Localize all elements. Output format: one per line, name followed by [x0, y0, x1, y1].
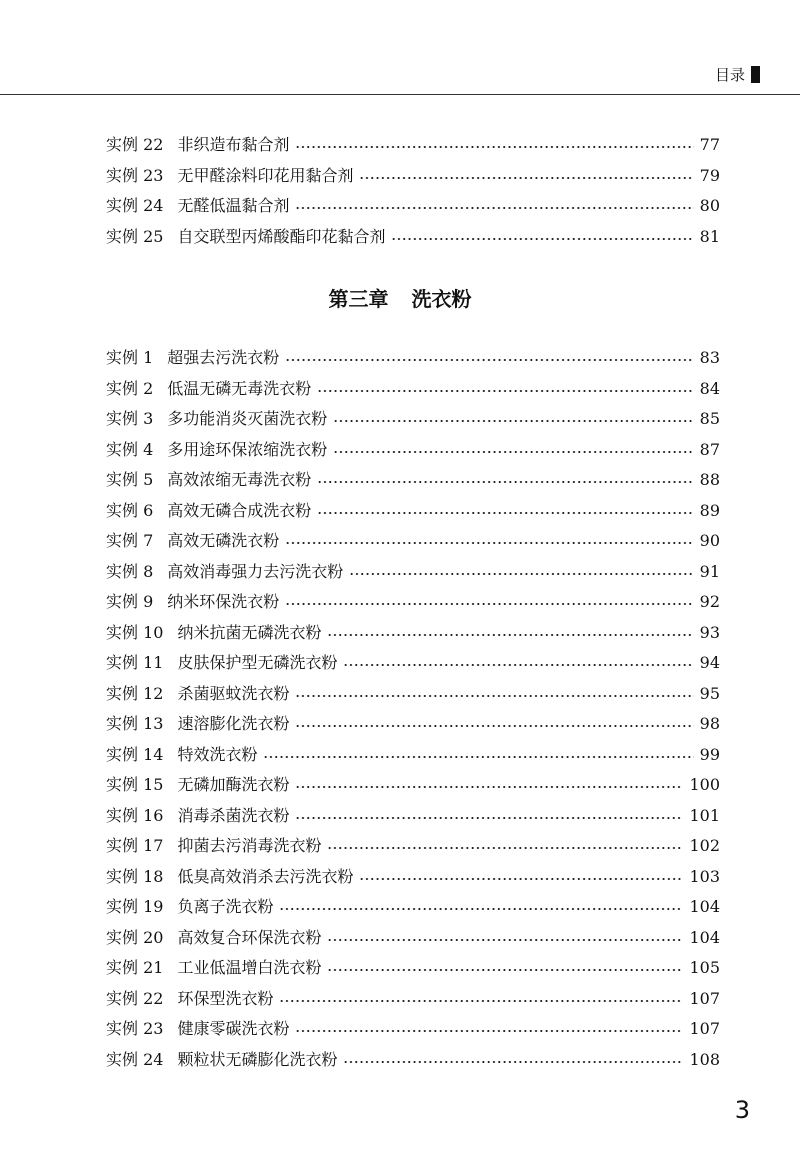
toc-leader-dots	[295, 1014, 683, 1044]
toc-entry	[106, 862, 720, 892]
toc-entry-title: 无磷加酶洗衣粉	[177, 775, 290, 794]
toc-entry-title: 自交联型丙烯酸酯印花黏合剂	[177, 226, 386, 246]
toc-entry-label: 实例 24	[106, 1049, 164, 1069]
toc-entry-page: 93	[699, 622, 720, 642]
toc-leader-dots	[327, 831, 683, 861]
toc-entry-label: 实例 10	[106, 622, 164, 642]
toc-leader-dots	[349, 557, 693, 587]
toc-entry-title: 工业低温增白洗衣粉	[177, 958, 322, 977]
toc-entry	[106, 801, 720, 831]
toc-entry	[106, 648, 720, 678]
toc-entry	[106, 1014, 720, 1044]
toc-entry-title: 纳米抗菌无磷洗衣粉	[177, 622, 322, 642]
toc-entry-page: 90	[699, 531, 720, 550]
toc-entry	[106, 770, 720, 800]
toc-entry-label: 实例 25	[106, 226, 164, 246]
toc-entry-title: 非织造布黏合剂	[177, 135, 290, 154]
toc-leader-dots	[279, 892, 683, 922]
toc-entry-page: 88	[699, 470, 720, 489]
toc-entry	[106, 526, 720, 556]
toc-entry	[106, 404, 720, 434]
toc-entry-title: 抑菌去污消毒洗衣粉	[177, 836, 322, 855]
toc-entry-page: 107	[689, 988, 720, 1008]
toc-entry-title: 高效消毒强力去污洗衣粉	[167, 561, 344, 581]
toc-entry	[106, 374, 720, 404]
toc-entry-title: 高效浓缩无毒洗衣粉	[167, 470, 312, 489]
toc-leader-dots	[295, 801, 683, 831]
toc-leader-dots	[359, 862, 683, 892]
toc-entry-page: 105	[689, 958, 720, 977]
toc-entry-title: 超强去污洗衣粉	[167, 348, 280, 367]
toc-entry-page: 80	[699, 196, 720, 215]
toc-leader-dots	[333, 435, 693, 465]
toc-entry-label: 实例 24	[106, 196, 164, 215]
toc-entry-page: 77	[699, 135, 720, 154]
toc-entry-title: 高效复合环保洗衣粉	[177, 927, 322, 947]
toc-entry-title: 高效无磷洗衣粉	[167, 531, 280, 550]
toc-entry-label: 实例 23	[106, 165, 164, 185]
toc-entry	[106, 161, 720, 191]
toc-entry-label: 实例 5	[106, 470, 154, 489]
toc-entry	[106, 953, 720, 983]
toc-entry-label: 实例 21	[106, 958, 164, 977]
toc-leader-dots	[285, 343, 693, 373]
toc-entry-page: 85	[699, 409, 720, 428]
toc-entry-label: 实例 8	[106, 561, 154, 581]
toc-leader-dots	[333, 404, 693, 434]
toc-entry	[106, 222, 720, 252]
toc-entry	[106, 587, 720, 617]
toc-entry-title: 纳米环保洗衣粉	[167, 592, 280, 611]
toc-entry-label: 实例 22	[106, 135, 164, 154]
header-rule	[0, 94, 800, 95]
toc-entry-page: 89	[699, 500, 720, 520]
toc-leader-dots	[285, 526, 693, 556]
toc-entry-label: 实例 16	[106, 805, 164, 825]
toc-leader-dots	[295, 191, 693, 221]
toc-entry-title: 多用途环保浓缩洗衣粉	[167, 439, 328, 459]
toc-entry-title: 环保型洗衣粉	[177, 988, 274, 1008]
page-number: 3	[734, 1096, 750, 1124]
toc-entry-title: 无甲醛涂料印花用黏合剂	[177, 165, 354, 185]
toc-entry-label: 实例 7	[106, 531, 154, 550]
toc-entry-page: 95	[699, 683, 720, 703]
toc-entry-title: 健康零碳洗衣粉	[177, 1019, 290, 1038]
toc-entry	[106, 740, 720, 770]
toc-entry-title: 颗粒状无磷膨化洗衣粉	[177, 1049, 338, 1069]
toc-entry-title: 无醛低温黏合剂	[177, 196, 290, 215]
toc-leader-dots	[295, 770, 683, 800]
toc-entry-title: 皮肤保护型无磷洗衣粉	[177, 653, 338, 672]
toc-entry-label: 实例 19	[106, 897, 164, 916]
toc-entry	[106, 618, 720, 648]
toc-entry-title: 杀菌驱蚊洗衣粉	[177, 683, 290, 703]
toc-entry-label: 实例 18	[106, 866, 164, 886]
toc-leader-dots	[327, 618, 693, 648]
toc-entry-title: 速溶膨化洗衣粉	[177, 714, 290, 733]
toc-entry-page: 107	[689, 1019, 720, 1038]
toc-entry-label: 实例 4	[106, 439, 154, 459]
toc-entry-label: 实例 12	[106, 683, 164, 703]
toc-entry-label: 实例 20	[106, 927, 164, 947]
toc-entry-page: 98	[699, 714, 720, 733]
toc-entry	[106, 1045, 720, 1075]
toc-entry-title: 负离子洗衣粉	[177, 897, 274, 916]
toc-leader-dots	[263, 740, 693, 770]
toc-leader-dots	[359, 161, 693, 191]
toc-entry-page: 102	[689, 836, 720, 855]
toc-entry	[106, 923, 720, 953]
toc-entry-label: 实例 14	[106, 744, 164, 764]
chapter-heading: 第三章 洗衣粉	[328, 287, 472, 311]
toc-entry-page: 79	[699, 165, 720, 185]
toc-entry	[106, 679, 720, 709]
toc-leader-dots	[317, 496, 693, 526]
toc-entry	[106, 557, 720, 587]
toc-leader-dots	[295, 709, 693, 739]
toc-entry-label: 实例 15	[106, 775, 164, 794]
toc-entry	[106, 496, 720, 526]
toc-entry	[106, 435, 720, 465]
toc-leader-dots	[285, 587, 693, 617]
toc-leader-dots	[295, 130, 693, 160]
toc-entry-page: 91	[699, 561, 720, 581]
toc-leader-dots	[391, 222, 693, 252]
toc-leader-dots	[317, 465, 693, 495]
toc-entry-label: 实例 11	[106, 653, 164, 672]
toc-entry	[106, 191, 720, 221]
toc-entry-title: 特效洗衣粉	[177, 744, 258, 764]
toc-entry-label: 实例 3	[106, 409, 154, 428]
toc-entry-page: 81	[699, 226, 720, 246]
toc-entry-page: 103	[689, 866, 720, 886]
toc-leader-dots	[327, 923, 683, 953]
running-header	[715, 64, 760, 85]
toc-entry-page: 108	[689, 1049, 720, 1069]
toc-leader-dots	[343, 648, 693, 678]
toc-entry-title: 低臭高效消杀去污洗衣粉	[177, 866, 354, 886]
toc-entry-page: 84	[699, 378, 720, 398]
toc-entry	[106, 465, 720, 495]
toc-entry-title: 高效无磷合成洗衣粉	[167, 500, 312, 520]
toc-entry-page: 104	[689, 897, 720, 916]
toc-entry-page: 83	[699, 348, 720, 367]
toc-entry-title: 消毒杀菌洗衣粉	[177, 805, 290, 825]
toc-entry	[106, 130, 720, 160]
toc-entry-label: 实例 23	[106, 1019, 164, 1038]
toc-entry-title: 多功能消炎灭菌洗衣粉	[167, 409, 328, 428]
running-header-title: 目录	[714, 66, 745, 84]
toc-entry-title: 低温无磷无毒洗衣粉	[167, 378, 312, 398]
toc-entry-label: 实例 2	[106, 378, 154, 398]
toc-entry-page: 92	[699, 592, 720, 611]
toc-entry	[106, 343, 720, 373]
toc-entry-page: 87	[699, 439, 720, 459]
toc-entry	[106, 709, 720, 739]
toc-entry-label: 实例 9	[106, 592, 154, 611]
toc-entry-label: 实例 13	[106, 714, 164, 733]
toc-leader-dots	[317, 374, 693, 404]
toc-entry	[106, 892, 720, 922]
header-block-mark	[751, 66, 760, 83]
toc-entry-page: 99	[699, 744, 720, 764]
toc-entry-page: 100	[689, 775, 720, 794]
toc-entry-label: 实例 6	[106, 500, 154, 520]
toc-entry-label: 实例 17	[106, 836, 164, 855]
toc-entry	[106, 984, 720, 1014]
toc-entry-page: 104	[689, 927, 720, 947]
toc-leader-dots	[343, 1045, 683, 1075]
toc-leader-dots	[279, 984, 683, 1014]
toc-entry-label: 实例 1	[106, 348, 154, 367]
toc-leader-dots	[295, 679, 693, 709]
toc-entry	[106, 831, 720, 861]
toc-entry-page: 94	[699, 653, 720, 672]
toc-entry-label: 实例 22	[106, 988, 164, 1008]
toc-entry-page: 101	[689, 805, 720, 825]
toc-leader-dots	[327, 953, 683, 983]
